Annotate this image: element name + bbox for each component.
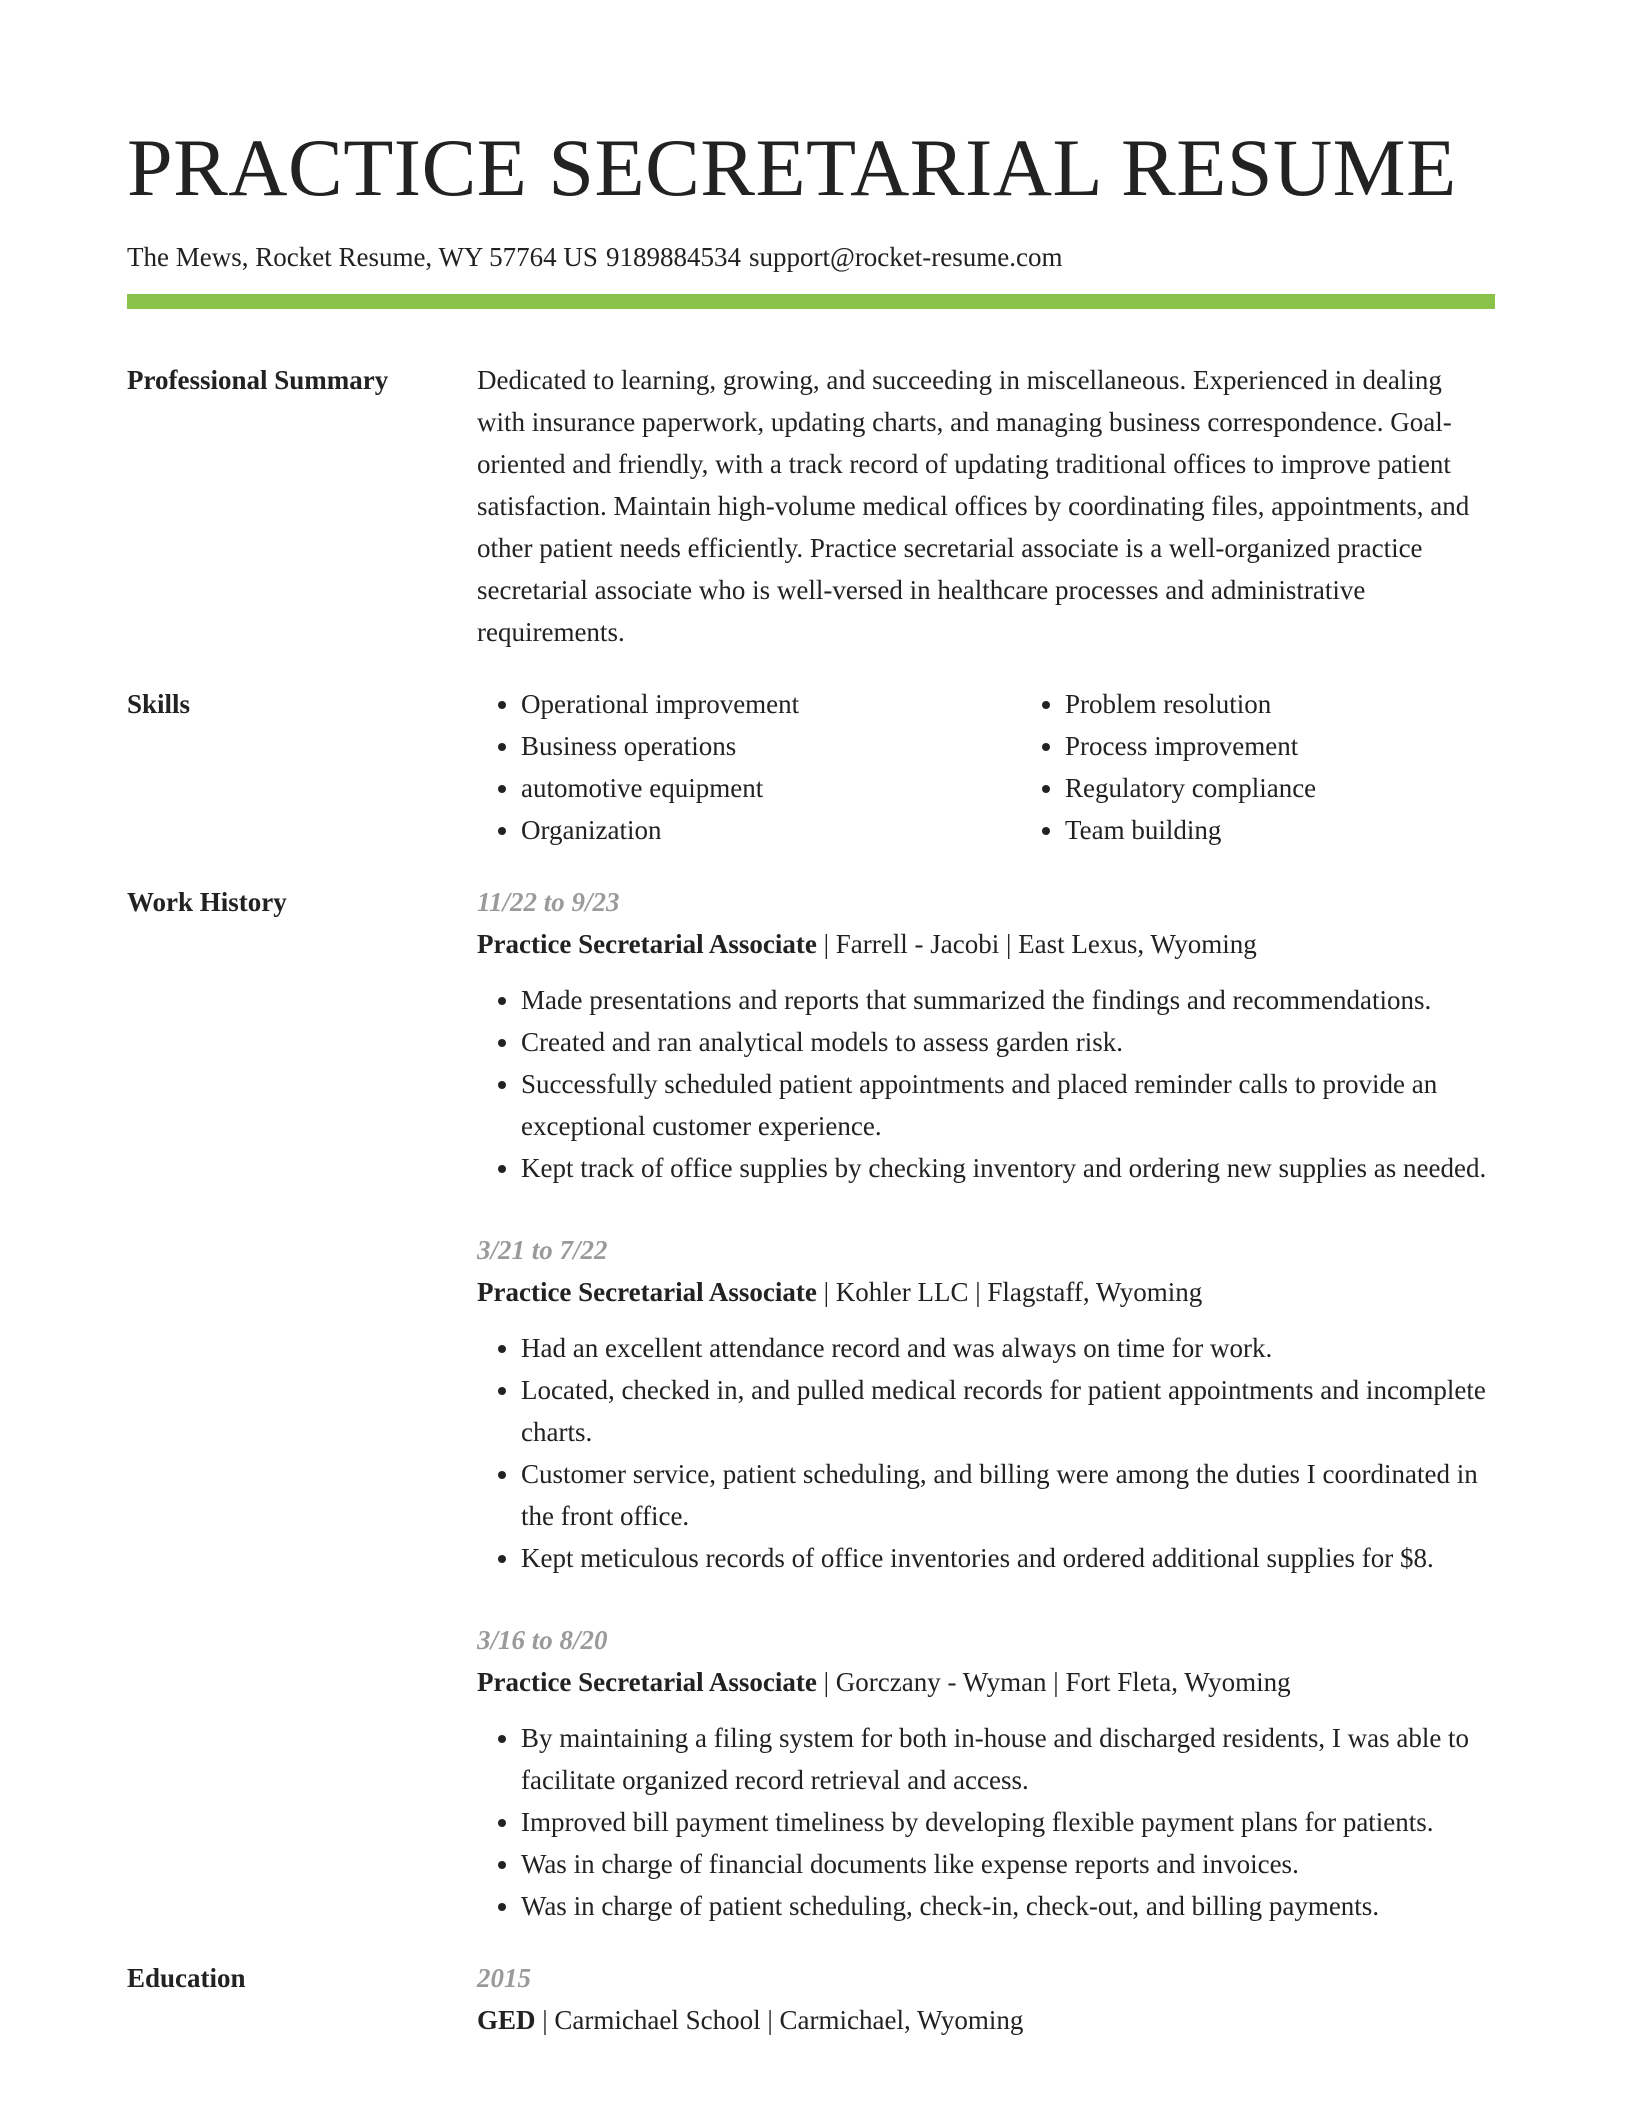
job-bullet: • Created and ran analytical models to assess garden risk. bbox=[521, 1021, 1495, 1063]
skills-section bbox=[127, 683, 1495, 851]
job-heading bbox=[477, 923, 1495, 965]
header-divider bbox=[127, 294, 1495, 309]
job-bullet: • Kept meticulous records of office inventories and ordered additional supplies for $8. bbox=[521, 1537, 1495, 1579]
contact-line bbox=[127, 240, 1495, 274]
skill-item: • Business operations bbox=[521, 725, 1021, 767]
skill-item: • Regulatory compliance bbox=[1065, 767, 1565, 809]
job-entry bbox=[477, 1229, 1495, 1579]
job-bullet: • Improved bill payment timeliness by developing flexible payment plans for patients. bbox=[521, 1801, 1495, 1843]
summary-text: Dedicated to learning, growing, and succeeding in miscellaneous. Experienced in dealing with insurance paperwork, updating charts, and managing business correspondence. Goal-oriented and friendly, with a track record of updating traditional offices to improve patient satisfaction. Maintain high-volume medical offices by coordinating files, appointments, and other patient needs efficiently. Practice secretarial associate is a well-organized practice secretarial associate who is well-versed in healthcare processes and administrative requirements. bbox=[477, 365, 1470, 647]
skill-item: • Organization bbox=[521, 809, 1021, 851]
job-entry bbox=[477, 1619, 1495, 1927]
email: support@rocket-resume.com bbox=[748, 242, 1063, 272]
education-label: Education bbox=[127, 1963, 246, 1993]
phone: 9189884534 bbox=[605, 242, 741, 272]
education-details: | Carmichael School | Carmichael, Wyoming bbox=[535, 2005, 1024, 2035]
summary-label: Professional Summary bbox=[127, 365, 389, 395]
job-dates: 3/21 to 7/22 bbox=[477, 1235, 608, 1265]
job-heading bbox=[477, 1661, 1495, 1703]
job-bullet: • Made presentations and reports that summarized the findings and recommendations. bbox=[521, 979, 1495, 1021]
job-details: | Farrell - Jacobi | East Lexus, Wyoming bbox=[816, 929, 1257, 959]
work-history-label: Work History bbox=[127, 887, 287, 917]
skill-item: • Problem resolution bbox=[1065, 683, 1565, 725]
education-section bbox=[127, 1957, 1495, 2041]
skill-item: • Process improvement bbox=[1065, 725, 1565, 767]
skills-label: Skills bbox=[127, 689, 191, 719]
job-bullet: • Customer service, patient scheduling, and billing were among the duties I coordinated in the front office. bbox=[521, 1453, 1495, 1537]
skill-item: • Team building bbox=[1065, 809, 1565, 851]
job-title: Practice Secretarial Associate bbox=[477, 1667, 817, 1697]
job-title: Practice Secretarial Associate bbox=[477, 929, 817, 959]
education-degree: GED bbox=[477, 2005, 536, 2035]
job-bullet: • Was in charge of financial documents like expense reports and invoices. bbox=[521, 1843, 1495, 1885]
job-dates: 3/16 to 8/20 bbox=[477, 1625, 608, 1655]
skills-column-right bbox=[1021, 683, 1565, 851]
address: The Mews, Rocket Resume, WY 57764 US bbox=[127, 242, 598, 272]
education-entry bbox=[477, 1957, 1495, 2041]
job-title: Practice Secretarial Associate bbox=[477, 1277, 817, 1307]
job-bullet: • Successfully scheduled patient appointments and placed reminder calls to provide an exceptional customer experience. bbox=[521, 1063, 1495, 1147]
resume-page bbox=[127, 120, 1495, 2041]
skill-item: • automotive equipment bbox=[521, 767, 1021, 809]
job-entry bbox=[477, 881, 1495, 1189]
job-bullets bbox=[477, 1717, 1495, 1927]
job-bullet: • By maintaining a filing system for both in-house and discharged residents, I was able to facilitate organized record retrieval and access. bbox=[521, 1717, 1495, 1801]
work-history-section bbox=[127, 881, 1495, 1927]
job-dates: 11/22 to 9/23 bbox=[477, 887, 620, 917]
job-bullet: • Was in charge of patient scheduling, check-in, check-out, and billing payments. bbox=[521, 1885, 1495, 1927]
resume-title: PRACTICE SECRETARIAL RESUME bbox=[127, 122, 1457, 213]
job-bullet: • Located, checked in, and pulled medical records for patient appointments and incomplete charts. bbox=[521, 1369, 1495, 1453]
skill-item: • Operational improvement bbox=[521, 683, 1021, 725]
job-details: | Kohler LLC | Flagstaff, Wyoming bbox=[816, 1277, 1203, 1307]
job-bullets bbox=[477, 1327, 1495, 1579]
skills-column-left bbox=[477, 683, 1021, 851]
summary-section bbox=[127, 359, 1495, 653]
work-history-list bbox=[477, 881, 1495, 1927]
job-details: | Gorczany - Wyman | Fort Fleta, Wyoming bbox=[816, 1667, 1291, 1697]
job-heading bbox=[477, 1271, 1495, 1313]
job-bullet: • Kept track of office supplies by checking inventory and ordering new supplies as needed. bbox=[521, 1147, 1495, 1189]
education-heading bbox=[477, 1999, 1495, 2041]
education-year: 2015 bbox=[477, 1963, 531, 1993]
job-bullets bbox=[477, 979, 1495, 1189]
skills-list bbox=[477, 683, 1565, 851]
job-bullet: • Had an excellent attendance record and was always on time for work. bbox=[521, 1327, 1495, 1369]
